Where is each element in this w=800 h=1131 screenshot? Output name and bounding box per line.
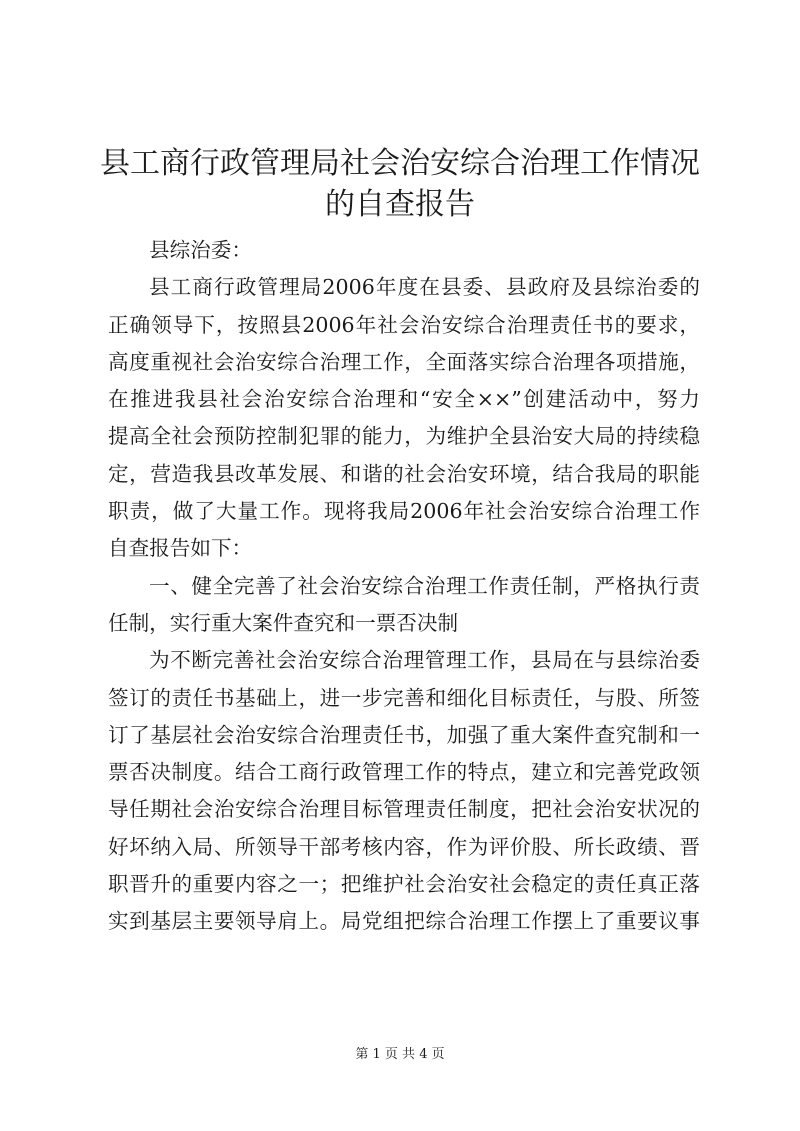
body-line: 在推进我县社会治安综合治理和“安全××”创建活动中，努力 [108,387,700,412]
body-line: 订了基层社会治安综合治理责任书，加强了重大案件查究制和一 [108,722,700,747]
page-footer: 第 1 页 共 4 页 [355,1047,445,1062]
body-line: 为不断完善社会治安综合治理管理工作，县局在与县综治委 [149,648,700,673]
body-line: 职责，做了大量工作。现将我局2006年社会治安综合治理工作 [108,499,700,524]
body-line: 票否决制度。结合工商行政管理工作的特点，建立和完善党政领 [108,760,700,785]
body-line: 定，营造我县改革发展、和谐的社会治安环境，结合我局的职能 [108,461,700,486]
body-line: 签订的责任书基础上，进一步完善和细化目标责任，与股、所签 [108,685,700,710]
section-heading-line: 任制，实行重大案件查究和一票否决制 [108,610,459,635]
body-line: 职晋升的重要内容之一；把维护社会治安社会稳定的责任真正落 [108,872,700,897]
document-title-line-1: 县工商行政管理局社会治安综合治理工作情况 [100,146,700,181]
body-line: 实到基层主要领导肩上。局党组把综合治理工作摆上了重要议事 [108,909,700,934]
body-line: 县工商行政管理局2006年度在县委、县政府及县综治委的 [149,275,700,300]
document-body [108,232,700,941]
section-heading-line: 一、健全完善了社会治安综合治理工作责任制，严格执行责 [149,573,700,598]
body-line: 提高全社会预防控制犯罪的能力，为维护全县治安大局的持续稳 [108,424,700,449]
body-line: 好坏纳入局、所领导干部考核内容，作为评价股、所长政绩、晋 [108,834,700,859]
body-line: 导任期社会治安综合治理目标管理责任制度，把社会治安状况的 [108,797,700,822]
salutation: 县综治委： [149,238,252,262]
body-line: 自查报告如下： [108,536,253,561]
document-title-line-2: 的自查报告 [325,187,475,222]
body-line: 正确领导下，按照县2006年社会治安综合治理责任书的要求， [108,312,700,337]
body-line: 高度重视社会治安综合治理工作，全面落实综合治理各项措施， [108,349,700,374]
